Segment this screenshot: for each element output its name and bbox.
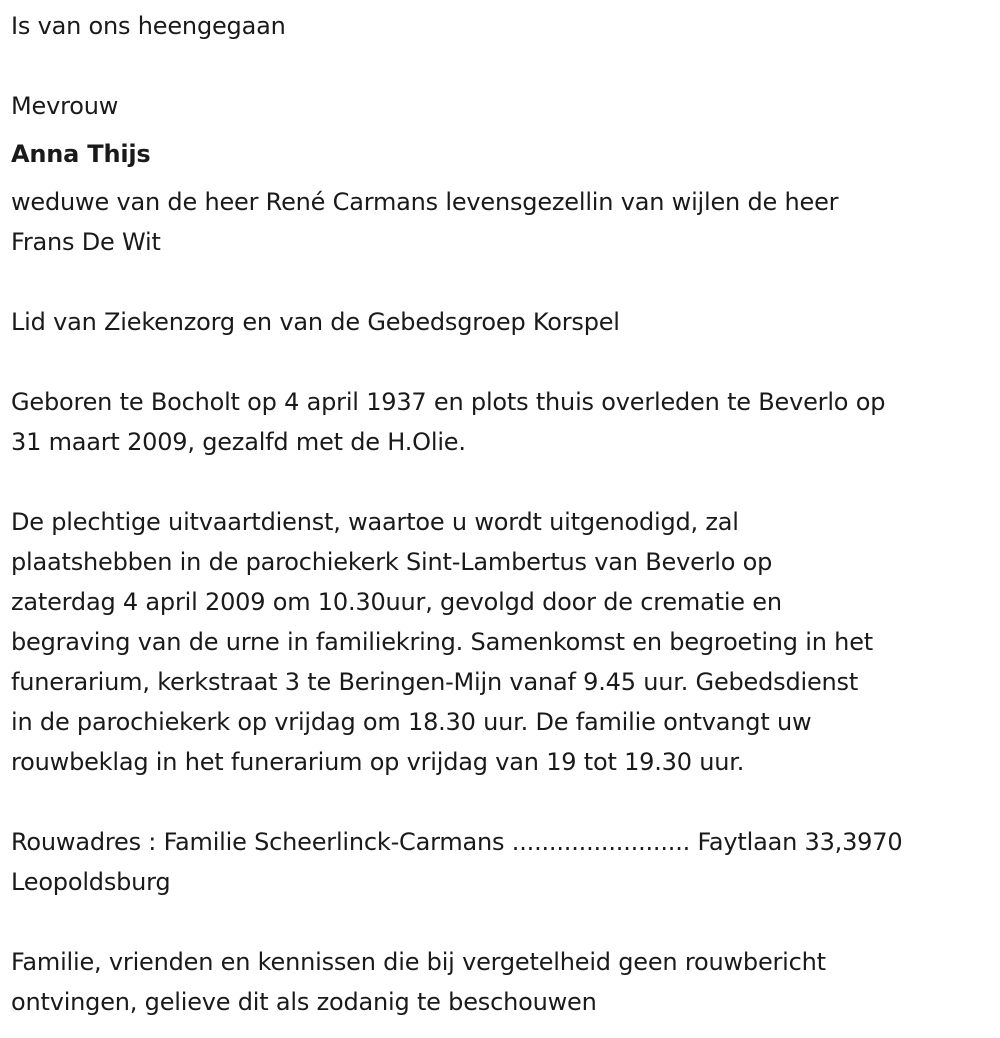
address-line-1: Rouwadres : Familie Scheerlinck-Carmans ........................ Faytlaan 33,3970: [11, 828, 903, 856]
birth-death-line-2: 31 maart 2009, gezalfd met de H.Olie.: [11, 428, 466, 456]
membership-text: Lid van Ziekenzorg en van de Gebedsgroep Korspel: [11, 308, 620, 336]
service-line: funerarium, kerkstraat 3 te Beringen-Mijn vanaf 9.45 uur. Gebedsdienst: [11, 668, 859, 696]
service-line: rouwbeklag in het funerarium op vrijdag van 19 tot 19.30 uur.: [11, 748, 745, 776]
intro-text: Is van ons heengegaan: [11, 12, 286, 40]
birth-death-line-1: Geboren te Bocholt op 4 april 1937 en plots thuis overleden te Beverlo op: [11, 388, 886, 416]
relation-line-1: weduwe van de heer René Carmans levensgezellin van wijlen de heer: [11, 188, 839, 216]
service-line: in de parochiekerk op vrijdag om 18.30 uur. De familie ontvangt uw: [11, 708, 812, 736]
closing-line-2: ontvingen, gelieve dit als zodanig te beschouwen: [11, 988, 597, 1016]
service-line: begraving van de urne in familiekring. Samenkomst en begroeting in het: [11, 628, 873, 656]
closing-line-1: Familie, vrienden en kennissen die bij vergetelheid geen rouwbericht: [11, 948, 826, 976]
address-line-2: Leopoldsburg: [11, 868, 171, 896]
service-line: plaatshebben in de parochiekerk Sint-Lambertus van Beverlo op: [11, 548, 773, 576]
relation-line-2: Frans De Wit: [11, 228, 161, 256]
title-text: Mevrouw: [11, 92, 119, 120]
service-line: De plechtige uitvaartdienst, waartoe u wordt uitgenodigd, zal: [11, 508, 739, 536]
service-line: zaterdag 4 april 2009 om 10.30uur, gevolgd door de crematie en: [11, 588, 782, 616]
deceased-name: Anna Thijs: [11, 140, 151, 168]
